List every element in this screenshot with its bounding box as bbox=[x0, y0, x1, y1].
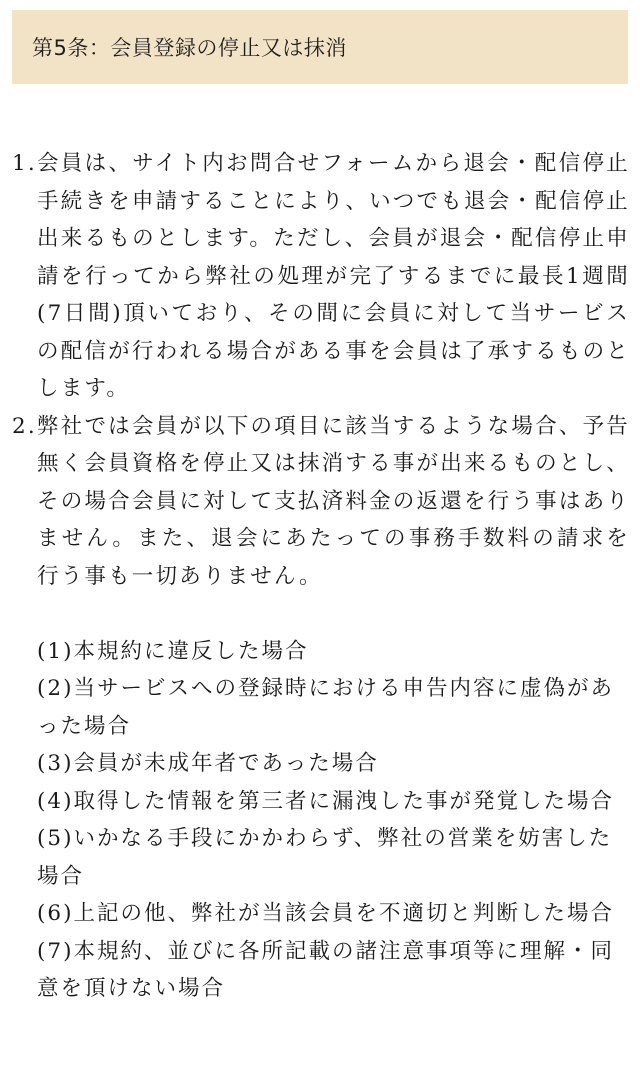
condition-item: (1)本規約に違反した場合 bbox=[37, 638, 309, 664]
clause-number: 1. bbox=[12, 151, 37, 176]
clause-1 bbox=[0, 145, 640, 408]
article-title: 第5条：会員登録の停止又は抹消 bbox=[32, 36, 347, 60]
condition-item: (3)会員が未成年者であった場合 bbox=[37, 751, 379, 776]
condition-list bbox=[0, 633, 640, 1008]
clause-number: 2. bbox=[12, 413, 37, 439]
condition-item: (5)いかなる手段にかかわらず、弊社の営業を妨害した場合 bbox=[37, 826, 613, 889]
spacer bbox=[0, 595, 640, 633]
condition-item: (7)本規約、並びに各所記載の諸注意事項等に理解・同意を頂けない場合 bbox=[37, 938, 614, 1001]
condition-item: (6)上記の他、弊社が当該会員を不適切と判断した場合 bbox=[37, 901, 614, 926]
article-body bbox=[0, 145, 640, 1008]
clause-text: 会員は、サイト内お問合せフォームから退会・配信停止手続きを申請することにより、いつでも退会・配信停止出来るものとします。ただし、会員が退会・配信停止申請を行ってから弊社の処理が完了するまでに最長1週間(7日間)頂いており、その間に会員に対して当サービスの配信が行われる場合がある事を会員は了承するものとします。 bbox=[37, 151, 630, 401]
clause-text: 弊社では会員が以下の項目に該当するような場合、予告無く会員資格を停止又は抹消する事が出来るものとし、その場合会員に対して支払済料金の返還を行う事はありません。また、退会にあたっての事務手数料の請求を行う事も一切ありません。 bbox=[37, 413, 630, 589]
clause-2 bbox=[0, 408, 640, 596]
condition-item: (2)当サービスへの登録時における申告内容に虚偽があった場合 bbox=[37, 676, 614, 739]
condition-item: (4)取得した情報を第三者に漏洩した事が発覚した場合 bbox=[37, 788, 614, 814]
article-header bbox=[12, 10, 628, 84]
